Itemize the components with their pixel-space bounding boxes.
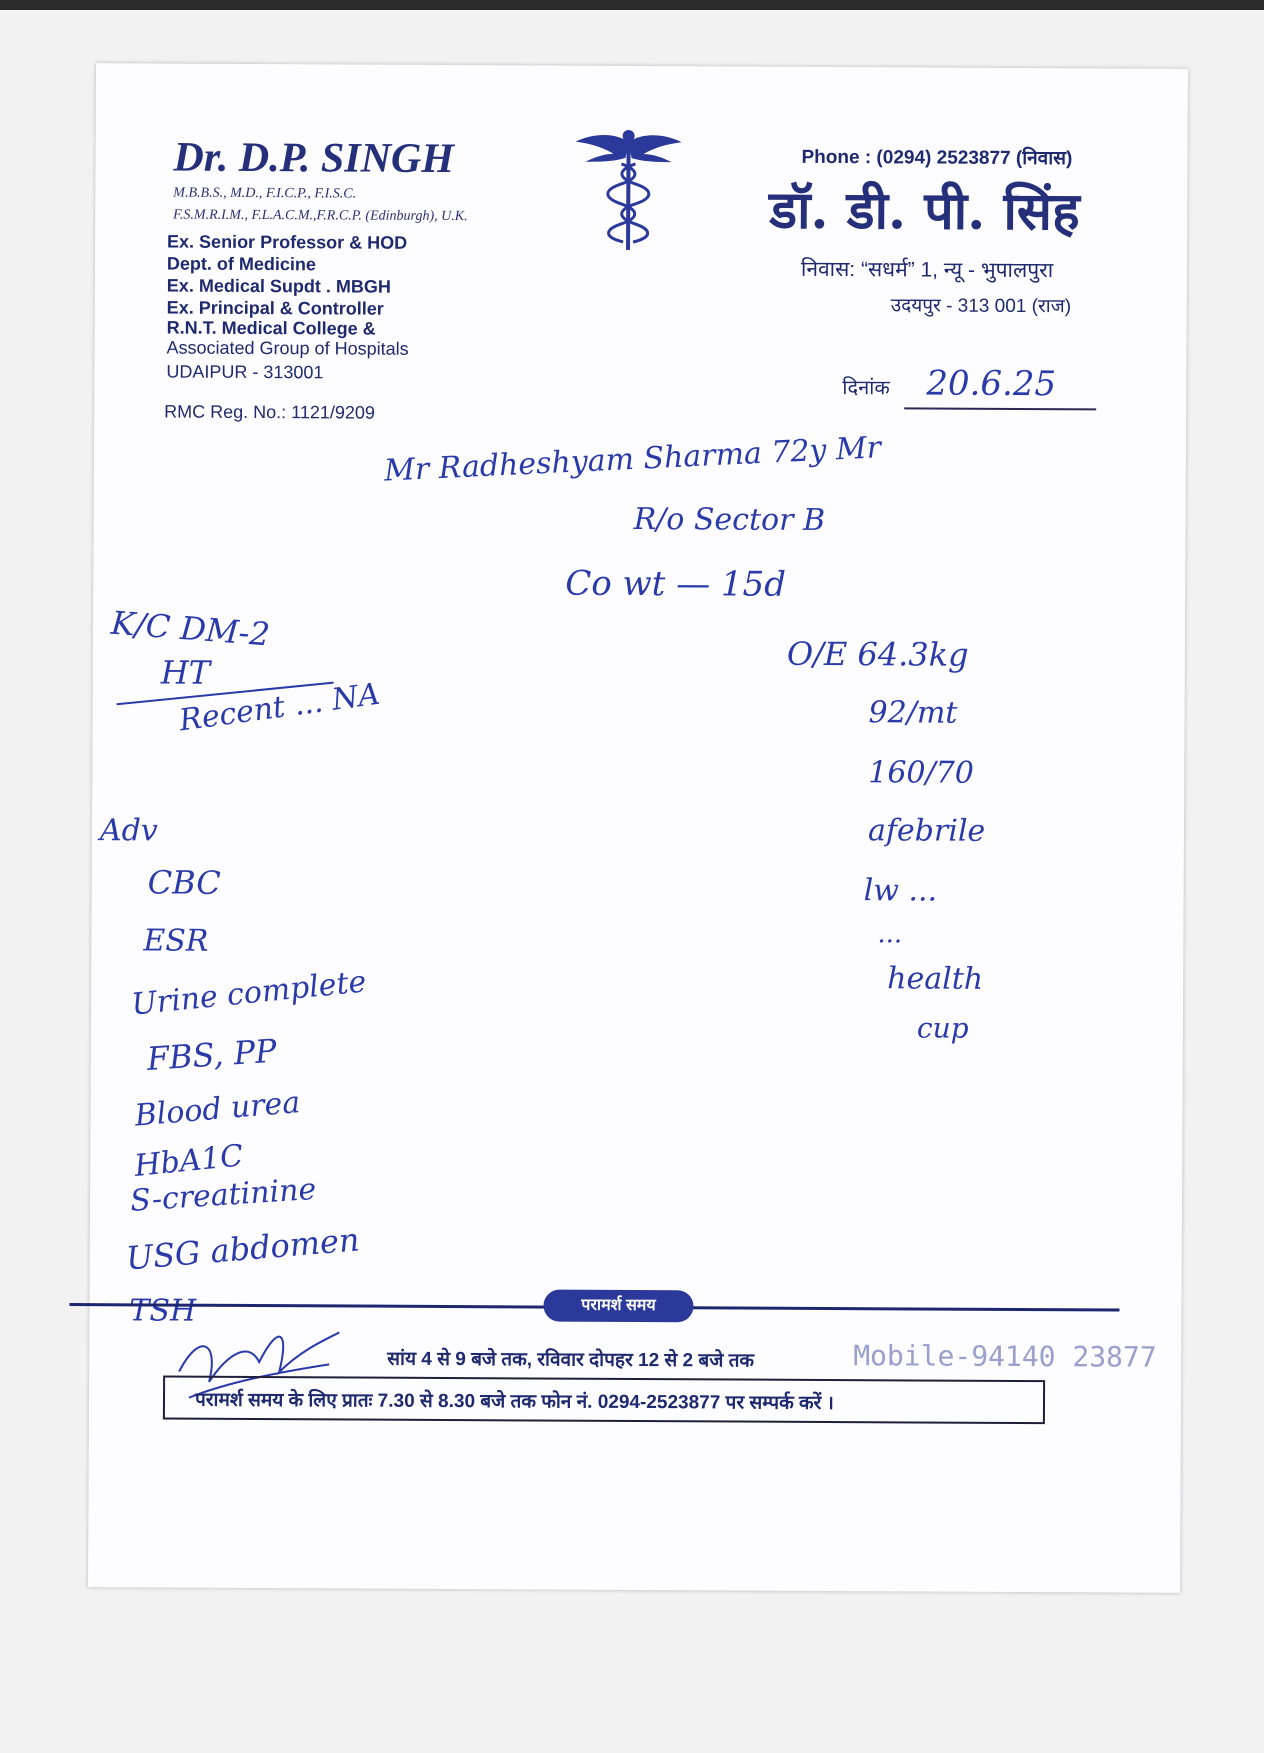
scan-top-edge [0,0,1264,10]
advice-item: TSH [129,1293,197,1329]
rmc-reg-number: RMC Reg. No.: 1121/9209 [164,401,376,423]
history-line: Recent ... NA [177,676,382,739]
role-line: Ex. Senior Professor & HOD [167,231,408,253]
chief-complaint: Co wt — 15d [565,563,787,605]
role-line: Associated Group of Hospitals [166,337,409,359]
role-line: R.N.T. Medical College & [166,317,376,339]
date-label: दिनांक [842,377,890,400]
history-line: K/C DM-2 [109,603,272,654]
advice-item: ESR [143,923,209,959]
date-underline [904,407,1096,410]
exam-finding: cup [916,1011,969,1045]
prescription-sheet [88,63,1188,1593]
patient-address: R/o Sector B [633,501,826,538]
role-line: Ex. Medical Supdt . MBGH [166,275,391,297]
caduceus-logo-icon [573,124,684,255]
role-line: Ex. Principal & Controller [166,297,384,319]
advice-item: USG abdomen [124,1220,361,1278]
role-line: Dept. of Medicine [166,253,317,275]
doctor-name: Dr. D.P. SINGH [173,134,455,183]
city-line: UDAIPUR - 313001 [166,361,324,383]
advice-item: CBC [147,863,221,902]
history-line: HT [160,653,211,692]
exam-finding: afebrile [867,813,986,849]
exam-finding: 160/70 [868,755,974,791]
advice-item: Blood urea [133,1085,302,1134]
advice-item: FBS, PP [145,1031,278,1078]
exam-finding: ... [877,919,903,950]
advice-item: HbA1C [132,1138,245,1184]
address-line-1: निवास: “सधर्म” 1, न्यू - भुपालपुरा [800,257,1054,283]
exam-finding: 92/mt [868,695,958,731]
doctor-name-hindi: डॉ. डी. पी. सिंह [769,179,1080,243]
degrees-line-2: F.S.M.R.I.M., F.L.A.C.M.,F.R.C.P. (Edinburgh), U.K. [173,207,468,225]
degrees-line-1: M.B.B.S., M.D., F.I.C.P., F.I.S.C. [173,185,357,202]
exam-finding: lw ... [863,873,938,909]
exam-finding: O/E 64.3kg [786,634,969,674]
consultation-time-badge: परामर्श समय [543,1290,693,1323]
appointment-box [163,1376,1045,1425]
patient-name: Mr Radheshyam Sharma 72y Mr [383,430,882,489]
advice-heading: Adv [99,813,158,849]
mobile-number: Mobile-94140 23877 [853,1339,1157,1374]
address-line-2: उदयपुर - 313 001 (राज) [890,295,1072,318]
clinic-hours: सांय 4 से 9 बजे तक, रविवार दोपहर 12 से 2 बजे तक [387,1348,755,1372]
appointment-text: परामर्श समय के लिए प्रातः 7.30 से 8.30 बजे तक फोन नं. 0294-2523877 पर सम्पर्क करें । [194,1389,834,1415]
advice-item: Urine complete [129,964,368,1023]
exam-finding: health [887,961,984,997]
advice-item: S-creatinine [129,1171,318,1219]
date-value: 20.6.25 [926,363,1057,405]
phone-number: Phone : (0294) 2523877 (निवास) [801,146,1073,170]
